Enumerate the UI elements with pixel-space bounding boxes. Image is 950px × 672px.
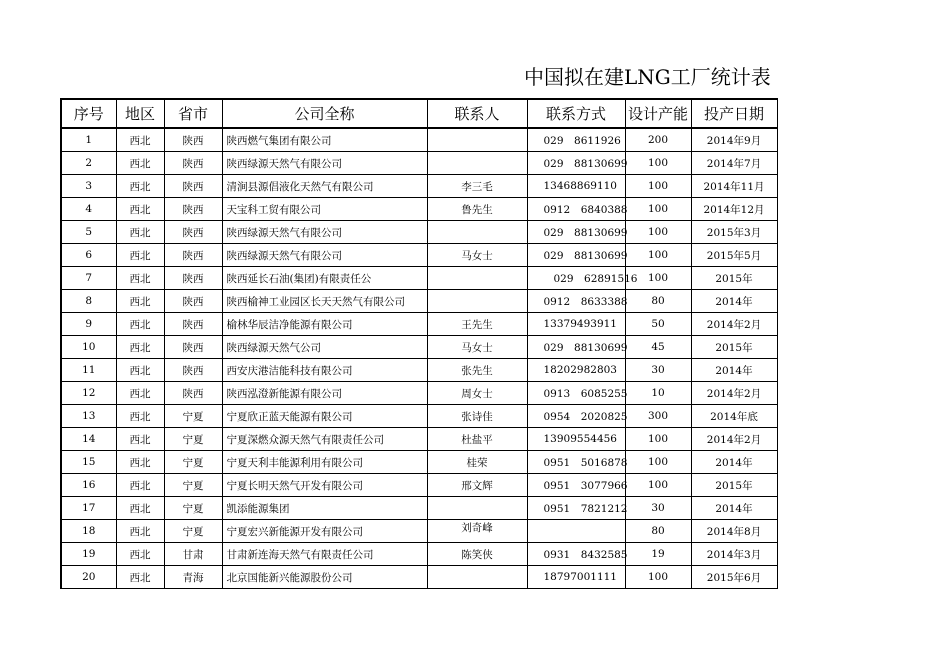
table-row [61,175,777,198]
cell-contact[interactable]: 刘奇峰 [427,520,527,543]
cell-contact[interactable]: 张先生 [427,359,527,382]
cell-index[interactable]: 10 [61,336,116,359]
cell-date[interactable]: 2014年9月 [691,128,777,152]
cell-capacity[interactable]: 100 [625,428,691,451]
cell-contact[interactable]: 杜盐平 [427,428,527,451]
cell-phone[interactable]: 18202982803 [527,359,625,382]
cell-capacity[interactable]: 50 [625,313,691,336]
cell-province[interactable]: 陕西 [164,382,222,405]
cell-region[interactable]: 西北 [116,382,164,405]
table-row [61,313,777,336]
cell-province[interactable]: 陕西 [164,313,222,336]
cell-capacity[interactable]: 100 [625,175,691,198]
header-cell[interactable]: 设计产能 [625,99,691,128]
cell-index[interactable]: 4 [61,198,116,221]
cell-contact[interactable]: 李三毛 [427,175,527,198]
header-cell[interactable]: 地区 [116,99,164,128]
cell-contact[interactable]: 邢文辉 [427,474,527,497]
cell-region[interactable]: 西北 [116,221,164,244]
table-row [61,290,777,313]
cell-region[interactable]: 西北 [116,359,164,382]
cell-company[interactable]: 陕西绿源天然气有限公司 [222,152,427,175]
cell-company[interactable]: 宁夏深燃众源天然气有限责任公司 [222,428,427,451]
cell-province[interactable]: 宁夏 [164,405,222,428]
cell-index[interactable]: 18 [61,520,116,543]
cell-contact[interactable] [427,267,527,290]
cell-company[interactable]: 北京国能新兴能源股份公司 [222,566,427,589]
cell-date[interactable]: 2014年3月 [691,543,777,566]
header-cell[interactable]: 公司全称 [222,99,427,128]
table-row [61,497,777,520]
table-row [61,474,777,497]
cell-province[interactable]: 宁夏 [164,428,222,451]
header-cell[interactable]: 联系方式 [527,99,625,128]
cell-province[interactable]: 陕西 [164,290,222,313]
cell-date[interactable]: 2014年11月 [691,175,777,198]
cell-company[interactable]: 清涧县源倡液化天然气有限公司 [222,175,427,198]
header-cell[interactable]: 投产日期 [691,99,777,128]
cell-region[interactable]: 西北 [116,520,164,543]
table-row [61,267,777,290]
table-row [61,152,777,175]
cell-index[interactable]: 14 [61,428,116,451]
cell-phone[interactable]: 029 88130699 [527,221,625,244]
cell-capacity[interactable]: 10 [625,382,691,405]
cell-company[interactable]: 宁夏天利丰能源利用有限公司 [222,451,427,474]
cell-region[interactable]: 西北 [116,543,164,566]
cell-index[interactable]: 13 [61,405,116,428]
cell-province[interactable]: 陕西 [164,359,222,382]
cell-province[interactable]: 陕西 [164,175,222,198]
cell-province[interactable]: 陕西 [164,128,222,152]
cell-company[interactable]: 陕西绿源天然气有限公司 [222,221,427,244]
cell-date[interactable]: 2014年2月 [691,382,777,405]
cell-company[interactable]: 凯添能源集团 [222,497,427,520]
cell-province[interactable]: 陕西 [164,152,222,175]
cell-phone[interactable]: 029 88130699 [527,152,625,175]
cell-region[interactable]: 西北 [116,198,164,221]
header-row [61,99,777,128]
cell-index[interactable]: 5 [61,221,116,244]
cell-contact[interactable]: 陈笑侠 [427,543,527,566]
cell-date[interactable]: 2015年 [691,267,777,290]
table-row [61,198,777,221]
cell-province[interactable]: 宁夏 [164,451,222,474]
cell-date[interactable]: 2014年 [691,451,777,474]
cell-capacity[interactable]: 200 [625,128,691,152]
cell-capacity[interactable]: 100 [625,244,691,267]
cell-index[interactable]: 9 [61,313,116,336]
cell-date[interactable]: 2015年3月 [691,221,777,244]
cell-contact[interactable]: 张诗佳 [427,405,527,428]
table-row [61,221,777,244]
table-row [61,428,777,451]
cell-date[interactable]: 2014年 [691,359,777,382]
cell-date[interactable]: 2014年 [691,497,777,520]
cell-phone[interactable]: 13909554456 [527,428,625,451]
cell-region[interactable]: 西北 [116,290,164,313]
cell-date[interactable]: 2014年2月 [691,313,777,336]
cell-company[interactable]: 天宝科工贸有限公司 [222,198,427,221]
cell-phone[interactable]: 13468869110 [527,175,625,198]
sheet-title: 中国拟在建LNG工厂统计表 [524,65,771,89]
cell-province[interactable]: 陕西 [164,267,222,290]
cell-phone[interactable]: 0951 5016878 [527,451,625,474]
cell-contact[interactable] [427,221,527,244]
cell-contact[interactable]: 马女士 [427,244,527,267]
cell-index[interactable]: 3 [61,175,116,198]
cell-capacity[interactable]: 30 [625,359,691,382]
cell-index[interactable]: 6 [61,244,116,267]
table-row [61,244,777,267]
cell-capacity[interactable]: 30 [625,497,691,520]
cell-region[interactable]: 西北 [116,405,164,428]
cell-company[interactable]: 西安庆港洁能科技有限公司 [222,359,427,382]
cell-date[interactable]: 2014年8月 [691,520,777,543]
cell-index[interactable]: 19 [61,543,116,566]
cell-phone[interactable] [527,520,625,543]
cell-phone[interactable]: 029 88130699 [527,336,625,359]
cell-capacity[interactable]: 100 [625,451,691,474]
cell-contact[interactable]: 王先生 [427,313,527,336]
cell-company[interactable]: 宁夏宏兴新能源开发有限公司 [222,520,427,543]
cell-date[interactable]: 2014年12月 [691,198,777,221]
cell-contact[interactable]: 桂荣 [427,451,527,474]
cell-region[interactable]: 西北 [116,152,164,175]
cell-company[interactable]: 陕西延长石油(集团)有限责任公 [222,267,427,290]
cell-contact[interactable] [427,566,527,589]
cell-company[interactable]: 宁夏欣正蓝天能源有限公司 [222,405,427,428]
table-row [61,382,777,405]
cell-contact[interactable] [427,290,527,313]
table-row [61,359,777,382]
table-row [61,520,777,543]
table-row [61,566,777,589]
cell-region[interactable]: 西北 [116,474,164,497]
lng-plant-table [60,98,778,589]
cell-capacity[interactable]: 100 [625,198,691,221]
cell-capacity[interactable]: 100 [625,221,691,244]
cell-phone[interactable]: 18797001111 [527,566,625,589]
cell-date[interactable]: 2015年 [691,474,777,497]
cell-phone[interactable]: 0954 2020825 [527,405,625,428]
cell-company[interactable]: 甘肃新连海天然气有限责任公司 [222,543,427,566]
cell-contact[interactable]: 马女士 [427,336,527,359]
cell-province[interactable]: 青海 [164,566,222,589]
cell-region[interactable]: 西北 [116,428,164,451]
cell-province[interactable]: 宁夏 [164,497,222,520]
cell-province[interactable]: 陕西 [164,244,222,267]
cell-capacity[interactable]: 80 [625,520,691,543]
cell-company[interactable]: 陕西榆神工业园区长天天然气有限公司 [222,290,427,313]
cell-index[interactable]: 12 [61,382,116,405]
header-cell[interactable]: 序号 [61,99,116,128]
cell-province[interactable]: 陕西 [164,336,222,359]
cell-phone[interactable]: 0951 7821212 [527,497,625,520]
cell-capacity[interactable]: 80 [625,290,691,313]
table-row [61,543,777,566]
cell-capacity[interactable]: 100 [625,152,691,175]
cell-province[interactable]: 甘肃 [164,543,222,566]
cell-index[interactable]: 15 [61,451,116,474]
cell-company[interactable]: 陕西燃气集团有限公司 [222,128,427,152]
cell-contact[interactable] [427,497,527,520]
cell-region[interactable]: 西北 [116,451,164,474]
cell-phone[interactable]: 029 88130699 [527,244,625,267]
table-row [61,128,777,152]
cell-phone[interactable]: 0912 6840388 [527,198,625,221]
cell-index[interactable]: 11 [61,359,116,382]
cell-company[interactable]: 榆林华辰洁净能源有限公司 [222,313,427,336]
cell-company[interactable]: 陕西绿源天然气有限公司 [222,244,427,267]
cell-capacity[interactable]: 100 [625,267,691,290]
cell-company[interactable]: 宁夏长明天然气开发有限公司 [222,474,427,497]
cell-contact[interactable]: 周女士 [427,382,527,405]
cell-phone[interactable]: 029 8611926 [527,128,625,152]
cell-province[interactable]: 宁夏 [164,474,222,497]
table-row [61,405,777,428]
cell-phone[interactable]: 13379493911 [527,313,625,336]
cell-index[interactable]: 8 [61,290,116,313]
cell-contact[interactable] [427,128,527,152]
cell-phone[interactable]: 0951 3077966 [527,474,625,497]
cell-region[interactable]: 西北 [116,313,164,336]
cell-date[interactable]: 2014年 [691,290,777,313]
cell-date[interactable]: 2014年2月 [691,428,777,451]
cell-region[interactable]: 西北 [116,128,164,152]
cell-region[interactable]: 西北 [116,566,164,589]
cell-capacity[interactable]: 100 [625,566,691,589]
cell-date[interactable]: 2015年6月 [691,566,777,589]
cell-index[interactable]: 20 [61,566,116,589]
cell-company[interactable]: 陕西绿源天然气公司 [222,336,427,359]
cell-capacity[interactable]: 45 [625,336,691,359]
cell-region[interactable]: 西北 [116,244,164,267]
table-row [61,336,777,359]
cell-index[interactable]: 16 [61,474,116,497]
cell-province[interactable]: 陕西 [164,198,222,221]
cell-phone[interactable]: 0912 8633388 [527,290,625,313]
table-row [61,451,777,474]
cell-index[interactable]: 17 [61,497,116,520]
header-cell[interactable]: 联系人 [427,99,527,128]
cell-region[interactable]: 西北 [116,497,164,520]
cell-region[interactable]: 西北 [116,336,164,359]
cell-date[interactable]: 2014年底 [691,405,777,428]
cell-province[interactable]: 陕西 [164,221,222,244]
cell-index[interactable]: 2 [61,152,116,175]
cell-province[interactable]: 宁夏 [164,520,222,543]
cell-index[interactable]: 1 [61,128,116,152]
cell-capacity[interactable]: 100 [625,474,691,497]
cell-contact[interactable]: 鲁先生 [427,198,527,221]
cell-company[interactable]: 陕西泓澄新能源有限公司 [222,382,427,405]
header-cell[interactable]: 省市 [164,99,222,128]
cell-capacity[interactable]: 300 [625,405,691,428]
cell-phone[interactable]: 029 62891516 [527,267,625,290]
cell-date[interactable]: 2015年 [691,336,777,359]
cell-date[interactable]: 2015年5月 [691,244,777,267]
cell-phone[interactable]: 0931 8432585 [527,543,625,566]
cell-index[interactable]: 7 [61,267,116,290]
cell-region[interactable]: 西北 [116,267,164,290]
cell-capacity[interactable]: 19 [625,543,691,566]
cell-contact[interactable] [427,152,527,175]
cell-phone[interactable]: 0913 6085255 [527,382,625,405]
cell-region[interactable]: 西北 [116,175,164,198]
cell-date[interactable]: 2014年7月 [691,152,777,175]
